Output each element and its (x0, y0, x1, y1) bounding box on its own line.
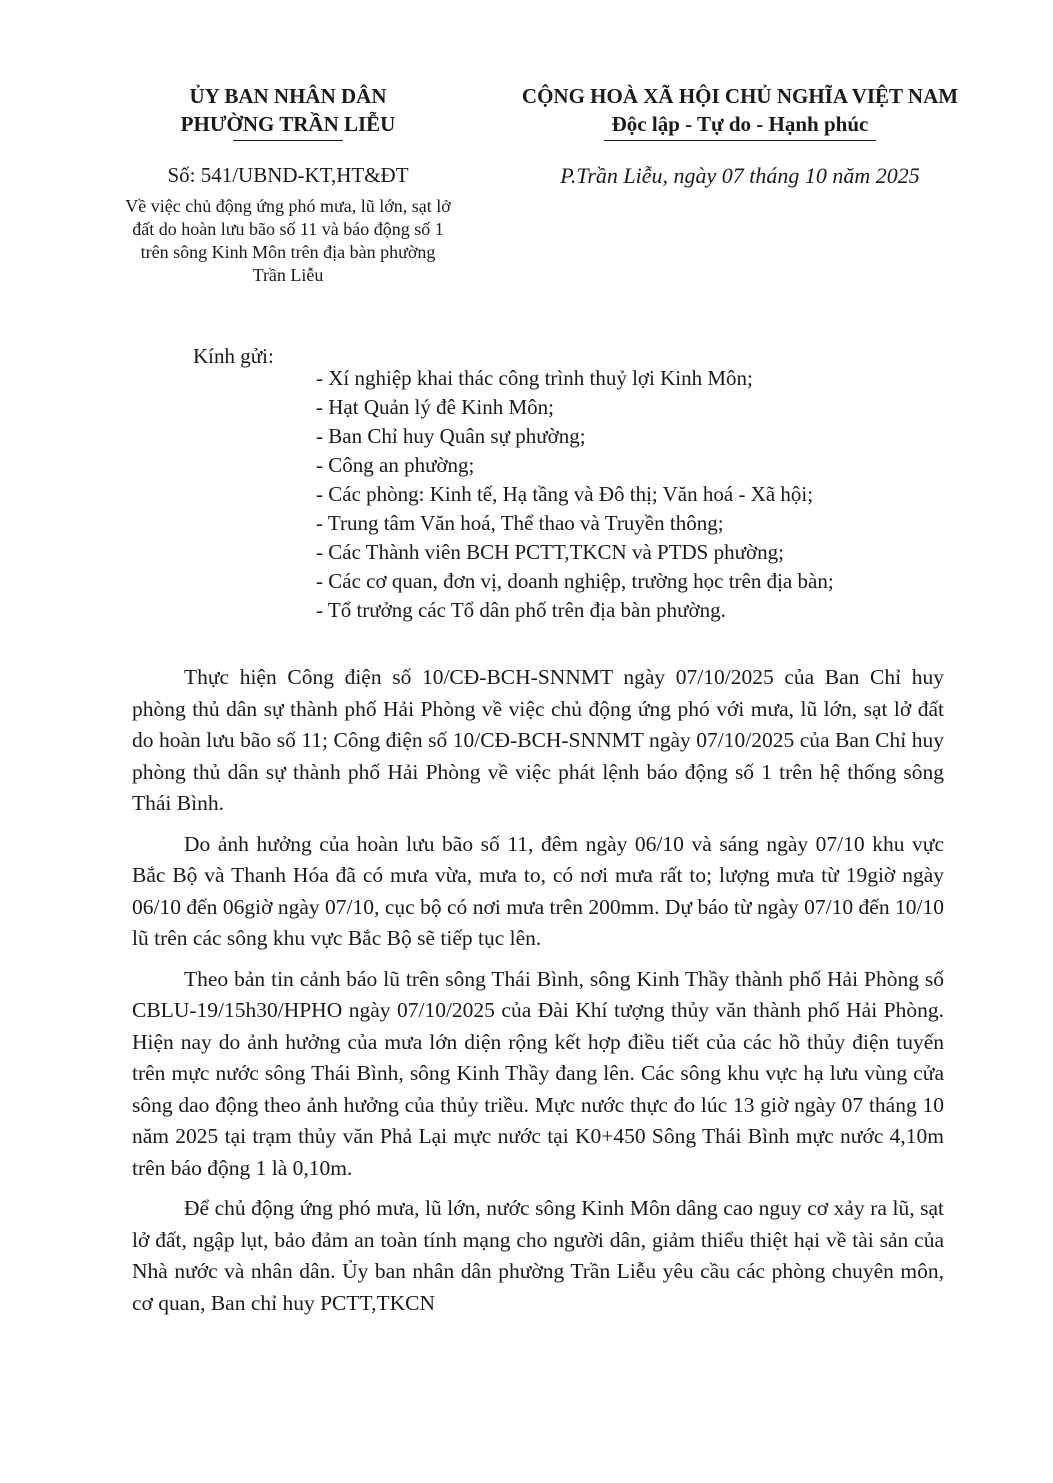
recipient-item: - Ban Chỉ huy Quân sự phường; (316, 424, 586, 448)
body-paragraph: Do ảnh hưởng của hoàn lưu bão số 11, đêm ngày 06/10 và sáng ngày 07/10 khu vực Bắc Bộ và Thanh Hóa đã có mưa vừa, mưa to, có nơi mưa rất to; lượng mưa từ 19giờ ngày 06/10 đến 06giờ ngày 07/10, cục bộ có nơi mưa trên 200mm. Dự báo từ ngày 07/10 đến 10/10 lũ trên các sông khu vực Bắc Bộ sẽ tiếp tục lên. (132, 831, 944, 950)
body-paragraph: Để chủ động ứng phó mưa, lũ lớn, nước sông Kinh Môn dâng cao nguy cơ xảy ra lũ, sạt lở đất, ngập lụt, bảo đảm an toàn tính mạng cho người dân, giảm thiểu thiệt hại về tài sản của Nhà nước và nhân dân. Ủy ban nhân dân phường Trần Liễu yêu cầu các phòng chuyên môn, cơ quan, Ban chỉ huy PCTT,TKCN (132, 1196, 944, 1315)
recipients-label: Kính gửi: (193, 344, 274, 368)
place-date: P.Trần Liễu, ngày 07 tháng 10 năm 2025 (560, 163, 920, 188)
document-body (132, 662, 944, 1328)
recipient-item: - Xí nghiệp khai thác công trình thuỷ lợi Kinh Môn; (316, 366, 753, 390)
motto-underline (604, 140, 876, 141)
recipient-item: - Công an phường; (316, 453, 475, 477)
document-number: Số: 541/UBND-KT,HT&ĐT (167, 163, 409, 187)
recipient-item: - Trung tâm Văn hoá, Thể thao và Truyền thông; (316, 511, 724, 535)
body-paragraph: Thực hiện Công điện số 10/CĐ-BCH-SNNMT ngày 07/10/2025 của Ban Chỉ huy phòng thủ dân sự thành phố Hải Phòng về việc chủ động ứng phó với mưa, lũ lớn, sạt lở đất do hoàn lưu bão số 11; Công điện số 10/CĐ-BCH-SNNMT ngày 07/10/2025 của Ban Chỉ huy phòng thủ dân sự thành phố Hải Phòng về việc phát lệnh báo động số 1 trên hệ thống sông Thái Bình. (132, 665, 944, 815)
recipient-item: - Các cơ quan, đơn vị, doanh nghiệp, trường học trên địa bàn; (316, 569, 834, 593)
agency-underline (233, 140, 343, 141)
agency-line-1: ỦY BAN NHÂN DÂN (189, 84, 387, 108)
nation-title: CỘNG HOÀ XÃ HỘI CHỦ NGHĨA VIỆT NAM (521, 84, 959, 108)
national-motto-block (470, 82, 1010, 190)
nation-motto: Độc lập - Tự do - Hạnh phúc (611, 112, 869, 136)
recipient-list (316, 364, 834, 625)
agency-line-2: PHƯỜNG TRẦN LIỄU (180, 112, 396, 136)
issuing-agency-block (118, 82, 458, 287)
document-subject: Về việc chủ động ứng phó mưa, lũ lớn, sạt lở đất do hoàn lưu bão số 11 và báo động số 1 trên sông Kinh Môn trên địa bàn phường Trần Liễu (125, 196, 451, 285)
recipient-item: - Các phòng: Kinh tế, Hạ tầng và Đô thị; Văn hoá - Xã hội; (316, 482, 814, 506)
body-paragraph: Theo bản tin cảnh báo lũ trên sông Thái Bình, sông Kinh Thầy thành phố Hải Phòng số CBLU-19/15h30/HPHO ngày 07/10/2025 của Đài Khí tượng thủy văn thành phố Hải Phòng. Hiện nay do ảnh hưởng của mưa lớn diện rộng kết hợp điều tiết của các hồ thủy điện tuyến trên mực nước sông Thái Bình, sông Kinh Thầy đang lên. Các sông khu vực hạ lưu vùng cửa sông dao động theo ảnh hưởng của thủy triều. Mực nước thực đo lúc 13 giờ ngày 07 tháng 10 năm 2025 tại trạm thủy văn Phả Lại mực nước tại K0+450 Sông Thái Bình mực nước 4,10m trên báo động 1 là 0,10m. (132, 966, 944, 1180)
recipient-item: - Các Thành viên BCH PCTT,TKCN và PTDS phường; (316, 540, 784, 564)
recipient-item: - Hạt Quản lý đê Kinh Môn; (316, 395, 554, 419)
document-header (0, 82, 1053, 342)
recipient-item: - Tổ trưởng các Tổ dân phố trên địa bàn phường. (316, 598, 726, 622)
